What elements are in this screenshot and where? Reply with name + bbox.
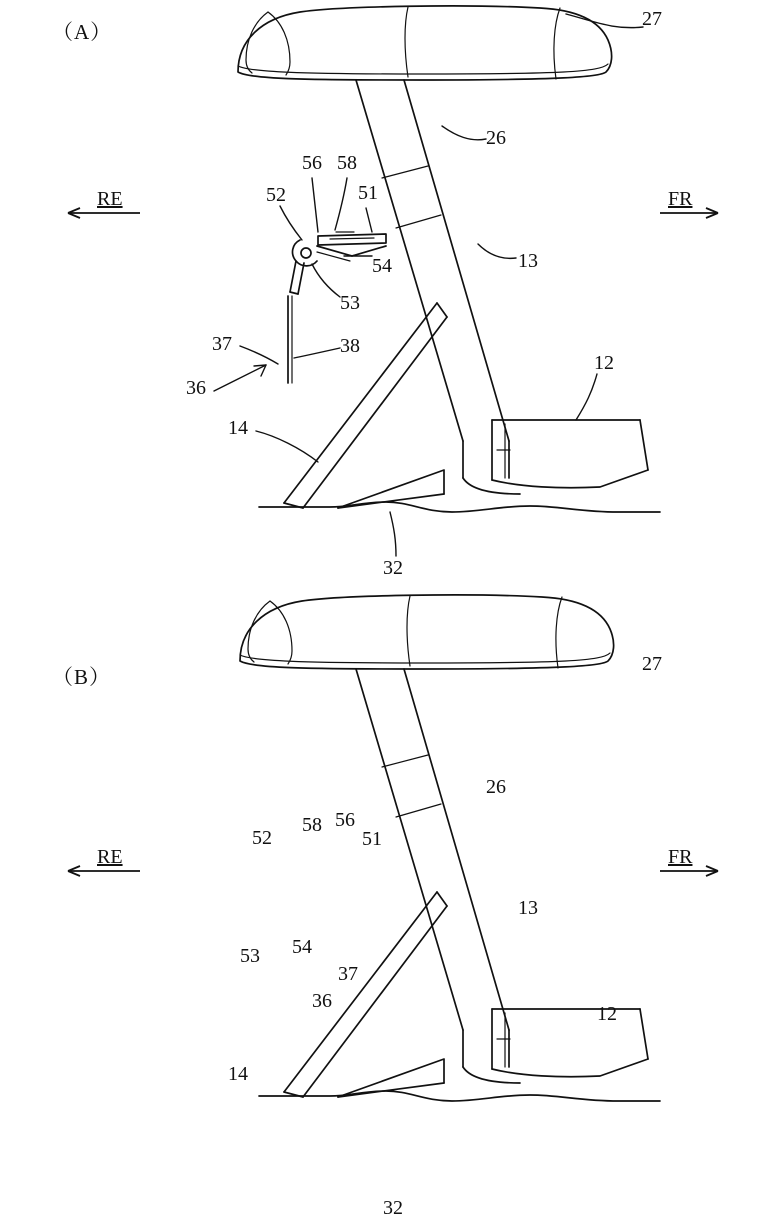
- callout-12-a: 12: [594, 352, 614, 374]
- rear-arrow-a: [68, 208, 140, 218]
- callout-32-a: 32: [383, 557, 403, 579]
- callout-58-a: 58: [337, 152, 357, 174]
- arrow-36-a: [214, 365, 266, 391]
- figure-panel-b: [0, 614, 768, 1229]
- front-arrow-b: [660, 866, 718, 876]
- callout-26-b: 26: [486, 776, 506, 798]
- panel-label-a: （A）: [52, 20, 113, 44]
- callout-14-a: 14: [228, 417, 248, 439]
- callout-56-a: 56: [302, 152, 322, 174]
- saddle-27-b: [240, 595, 614, 669]
- direction-label-front-a: FR: [668, 188, 693, 210]
- fender-12-a: [492, 420, 648, 488]
- fender-12-b: [492, 1009, 648, 1077]
- callout-14-b: 14: [228, 1063, 248, 1085]
- callout-54-a: 54: [372, 255, 392, 277]
- direction-label-front-b: FR: [668, 846, 693, 868]
- ground-32-b: [259, 1091, 660, 1101]
- panel-a-linework: [0, 0, 768, 614]
- direction-label-rear-a: RE: [97, 188, 123, 210]
- callout-27-a: 27: [642, 8, 662, 30]
- callout-36-b: 36: [312, 990, 332, 1012]
- callout-51-b: 51: [362, 828, 382, 850]
- callout-54-b: 54: [292, 936, 312, 958]
- callout-52-a: 52: [266, 184, 286, 206]
- panel-label-b: （B）: [52, 665, 112, 689]
- direction-label-rear-b: RE: [97, 846, 123, 868]
- callout-53-a: 53: [340, 292, 360, 314]
- callout-32-b: 32: [383, 1197, 403, 1219]
- callout-37-a: 37: [212, 333, 232, 355]
- callout-37-b: 37: [338, 963, 358, 985]
- callout-36-a: 36: [186, 377, 206, 399]
- callout-26-a: 26: [486, 127, 506, 149]
- callout-56-b: 56: [335, 809, 355, 831]
- front-arrow-a: [660, 208, 718, 218]
- callout-53-b: 53: [240, 945, 260, 967]
- callout-52-b: 52: [252, 827, 272, 849]
- figure-panel-a: [0, 0, 768, 614]
- ground-32-a: [259, 502, 660, 512]
- callout-38-a: 38: [340, 335, 360, 357]
- saddle-27-a: [238, 6, 612, 80]
- callout-27-b: 27: [642, 653, 662, 675]
- callout-58-b: 58: [302, 814, 322, 836]
- callout-13-a: 13: [518, 250, 538, 272]
- rear-arrow-b: [68, 866, 140, 876]
- panel-b-linework: [0, 614, 768, 1229]
- callout-51-a: 51: [358, 182, 378, 204]
- callout-12-b: 12: [597, 1003, 617, 1025]
- callout-13-b: 13: [518, 897, 538, 919]
